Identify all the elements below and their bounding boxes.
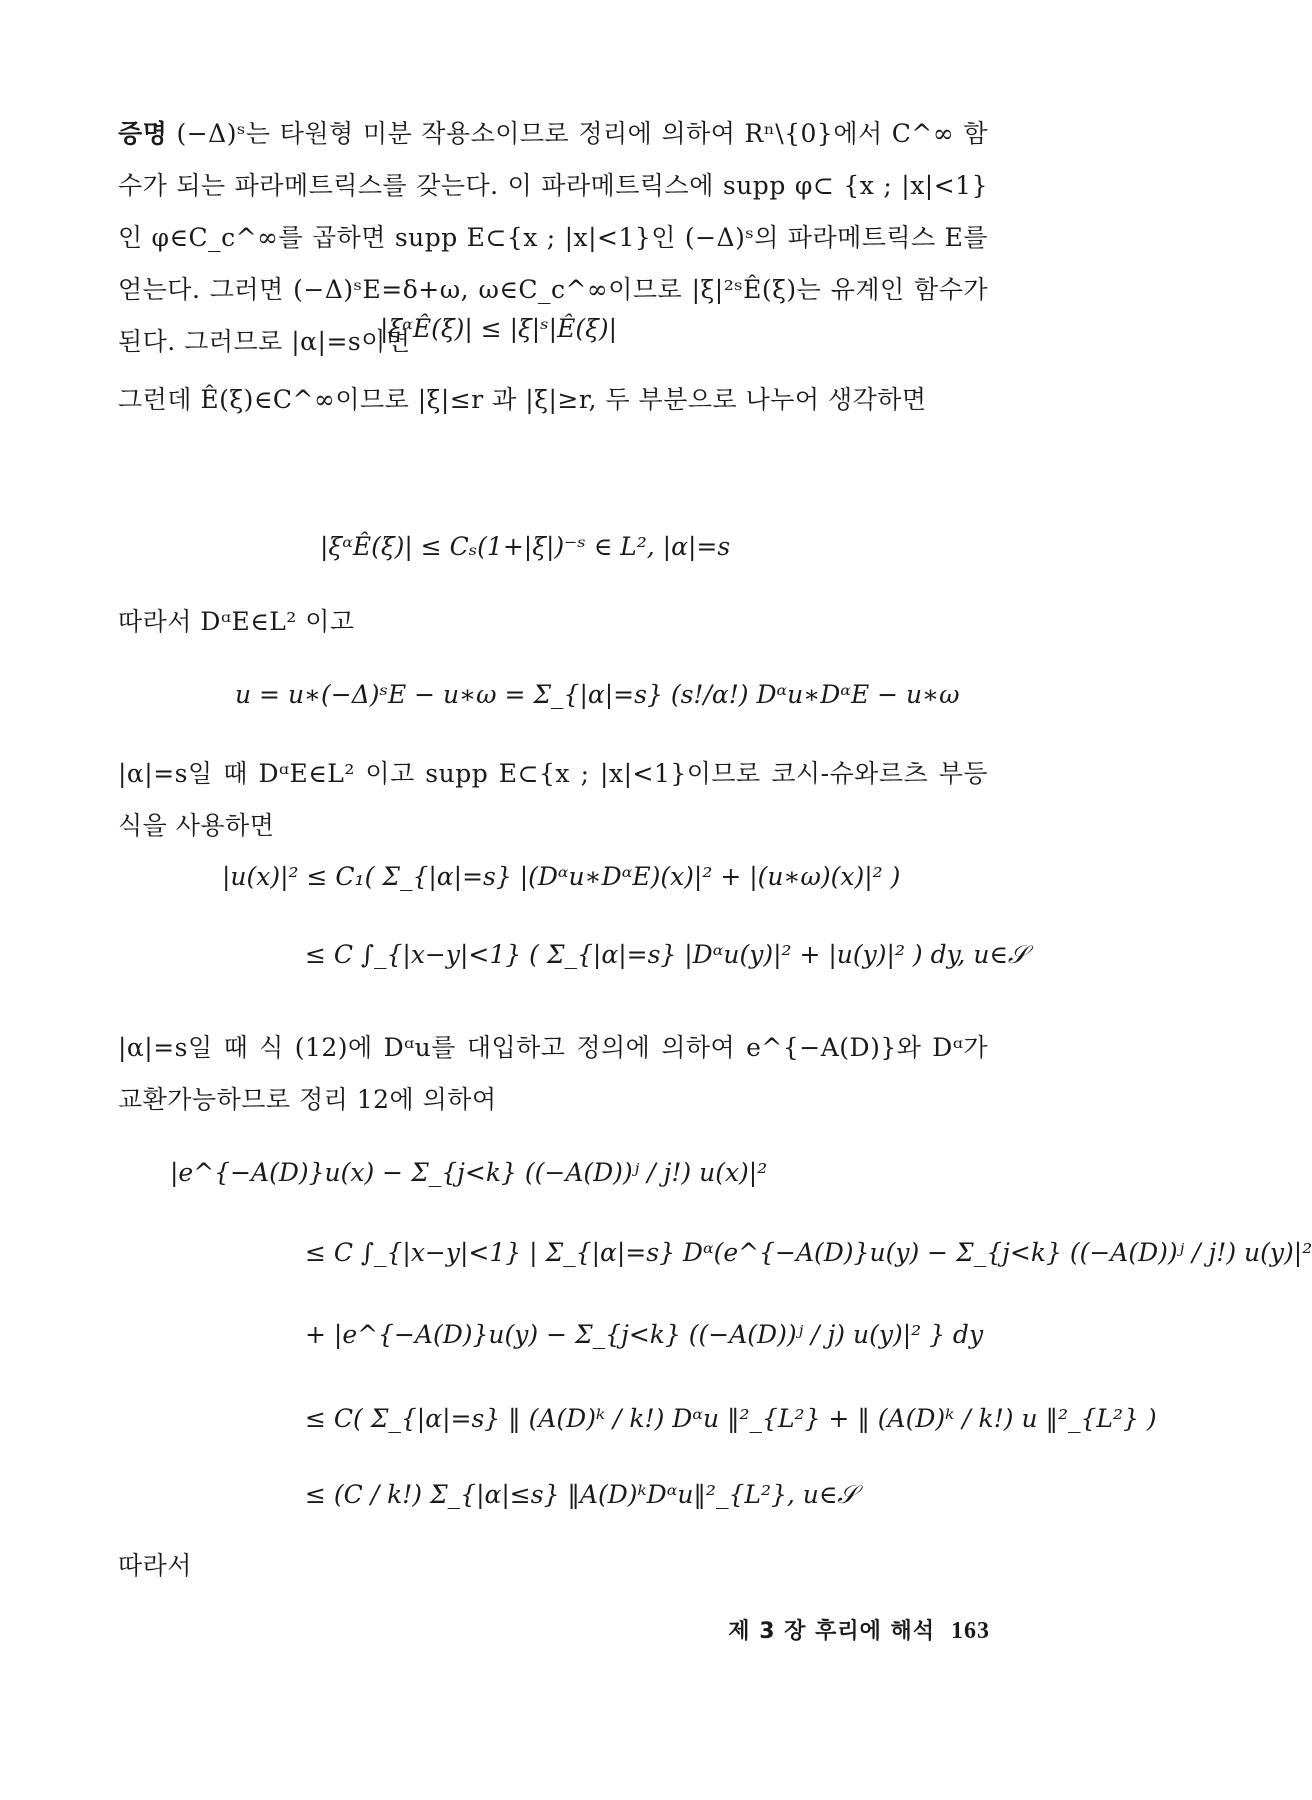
page-footer (728, 1614, 990, 1645)
equation-4-line-1: |u(x)|² ≤ C₁( Σ_{|α|=s} |(Dᵅu∗DᵅE)(x)|² + |(u∗ω)(x)|² ) (222, 862, 901, 891)
equation-5-line-2: ≤ C ∫_{|x−y|<1} | Σ_{|α|=s} Dᵅ(e^{−A(D)}u(y) − Σ_{j<k} ((−A(D))ʲ / j!) u(y)|² (305, 1238, 1312, 1267)
equation-5-line-5: ≤ (C / k!) Σ_{|α|≤s} ‖A(D)ᵏDᵅu‖²_{L²}, u∈𝒮 (305, 1480, 857, 1509)
equation-2: |ξᵅÊ(ξ)| ≤ Cₛ(1+|ξ|)⁻ˢ ∈ L², |α|=s (320, 532, 731, 561)
equation-4-line-2: ≤ C ∫_{|x−y|<1} ( Σ_{|α|=s} |Dᵅu(y)|² + |u(y)|² ) dy, u∈𝒮 (305, 940, 1028, 969)
page-number: 163 (951, 1618, 990, 1644)
equation-5-line-3: + |e^{−A(D)}u(y) − Σ_{j<k} ((−A(D))ʲ / j) u(y)|² } dy (305, 1320, 984, 1349)
proof-text: (−Δ)ˢ는 타원형 미분 작용소이므로 정리에 의하여 Rⁿ\{0}에서 C^∞ 함수가 되는 파라메트릭스를 갖는다. 이 파라메트릭스에 supp φ⊂ {x ; |x|<1}인 φ∈C_c^∞를 곱하면 supp E⊂{x ; |x|<1}인 (−Δ)ˢ의 파라메트릭스 E를 얻는다. 그러면 (−Δ)ˢE=δ+ω, ω∈C_c^∞이므로 |ξ|²ˢÊ(ξ)는 유계인 함수가 된다. 그러므로 |α|=s이면 (118, 119, 989, 356)
paragraph-2: 그런데 Ê(ξ)∈C^∞이므로 |ξ|≤r 과 |ξ|≥r, 두 부분으로 나누어 생각하면 (118, 385, 927, 414)
paragraph-5: |α|=s일 때 식 (12)에 Dᵅu를 대입하고 정의에 의하여 e^{−A(D)}와 Dᵅ가 교환가능하므로 정리 12에 의하여 (118, 1033, 988, 1114)
equation-1: |ξᵅÊ(ξ)| ≤ |ξ|ˢ|Ê(ξ)| (380, 314, 618, 343)
equation-5-line-1: |e^{−A(D)}u(x) − Σ_{j<k} ((−A(D))ʲ / j!) u(x)|² (170, 1158, 768, 1187)
paragraph-4: |α|=s일 때 DᵅE∈L² 이고 supp E⊂{x ; |x|<1}이므로 코시-슈와르츠 부등식을 사용하면 (118, 759, 988, 840)
paragraph-3: 따라서 DᵅE∈L² 이고 (118, 607, 355, 636)
equation-3: u = u∗(−Δ)ˢE − u∗ω = Σ_{|α|=s} (s!/α!) Dᵅu∗DᵅE − u∗ω (235, 680, 960, 709)
proof-label: 증명 (118, 119, 168, 148)
chapter-title: 제 3 장 후리에 해석 (728, 1619, 935, 1644)
equation-5-line-4: ≤ C( Σ_{|α|=s} ‖ (A(D)ᵏ / k!) Dᵅu ‖²_{L²} + ‖ (A(D)ᵏ / k!) u ‖²_{L²} ) (305, 1404, 1157, 1433)
paragraph-6: 따라서 (118, 1551, 192, 1580)
